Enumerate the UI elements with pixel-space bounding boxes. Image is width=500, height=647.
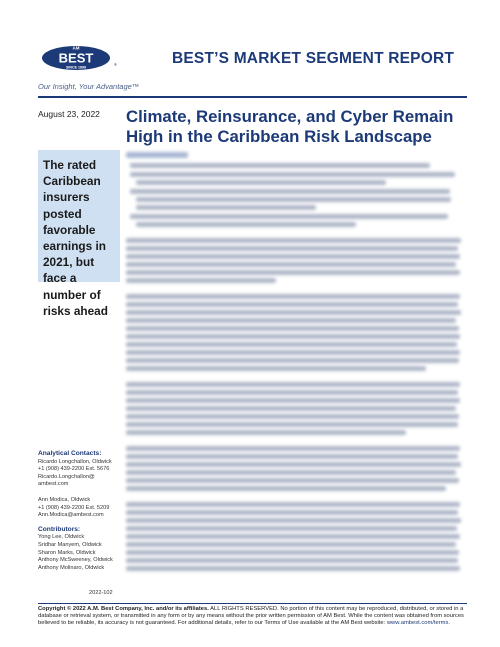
blurred-line <box>136 222 356 227</box>
blurred-line <box>126 382 460 387</box>
document-id: 2022-102 <box>89 590 113 596</box>
am-best-logo <box>38 44 124 74</box>
blurred-line <box>126 350 460 355</box>
contact-email-cont[interactable]: ambest.com <box>38 481 69 488</box>
blurred-line <box>126 366 426 371</box>
contact-email[interactable]: Ann.Modica@ambest.com <box>38 512 104 519</box>
analytical-contacts-heading: Analytical Contacts: <box>38 450 102 457</box>
publication-date: August 23, 2022 <box>38 109 100 119</box>
blurred-line <box>126 414 459 419</box>
blurred-subheading <box>126 152 188 158</box>
contact-phone: +1 (908) 439-2200 Ext. 5209 <box>38 504 110 511</box>
tagline: Our Insight, Your Advantage™ <box>38 82 140 91</box>
headline: Climate, Reinsurance, and Cyber Remain High in the Caribbean Risk Landscape <box>126 107 454 146</box>
svg-text:BEST: BEST <box>58 50 94 66</box>
report-title: BEST’S MARKET SEGMENT REPORT <box>172 50 455 67</box>
blurred-line <box>126 558 458 563</box>
blurred-line <box>126 278 276 283</box>
blurred-line <box>126 310 461 315</box>
footer-disclaimer: ALL RIGHTS RESERVED. No portion of this content may be reproduced, distributed, or stored in a database or retrieval system, or transmitted in any form or by any means without the prior written permission of AM Best. While the content was obtained from sources believed to be reliable, its accuracy is not guaranteed. For additional details, refer to our Terms of Use available at the AM Best website: <box>38 606 464 627</box>
copyright-footer <box>38 606 468 628</box>
blurred-line <box>126 502 460 507</box>
contact-name: Ann Modica, Oldwick <box>38 496 91 503</box>
svg-text:SINCE 1899: SINCE 1899 <box>66 65 86 70</box>
blurred-line <box>126 526 457 531</box>
blurred-line <box>126 294 460 299</box>
blurred-body-text <box>126 150 463 580</box>
footer-divider <box>38 603 467 604</box>
blurred-line <box>126 518 461 523</box>
terms-link[interactable]: www.ambest.com/terms. <box>386 620 451 627</box>
callout-text: The rated Caribbean insurers posted favorable earnings in 2021, but face a number of risks ahead <box>43 158 108 318</box>
blurred-line <box>126 246 458 251</box>
contributor: Anthony Molinaro, Oldwick <box>38 564 105 571</box>
header-divider <box>38 96 467 98</box>
blurred-line <box>130 189 450 194</box>
blurred-line <box>126 358 459 363</box>
blurred-line <box>126 406 456 411</box>
blurred-line <box>126 510 458 515</box>
copyright-line: Copyright © 2022 A.M. Best Company, Inc. and/or its affiliates. <box>38 606 209 612</box>
blurred-line <box>130 172 455 177</box>
blurred-line <box>126 262 456 267</box>
blurred-line <box>126 534 460 539</box>
contributor: Sharon Marks, Oldwick <box>38 549 96 556</box>
blurred-line <box>126 238 461 243</box>
blurred-line <box>126 318 456 323</box>
blurred-line <box>126 430 406 435</box>
svg-text:®: ® <box>114 62 117 67</box>
blurred-line <box>126 342 457 347</box>
blurred-line <box>126 550 459 555</box>
contact-email[interactable]: Ricardo.Longchallon@ <box>38 473 95 480</box>
blurred-line <box>136 180 386 185</box>
blurred-line <box>126 478 459 483</box>
blurred-line <box>126 326 459 331</box>
blurred-line <box>136 197 451 202</box>
blurred-line <box>130 163 430 168</box>
blurred-line <box>126 462 461 467</box>
svg-text:AM: AM <box>72 45 80 51</box>
blurred-line <box>126 302 458 307</box>
blurred-line <box>126 270 460 275</box>
analytical-contacts <box>38 450 128 572</box>
contributor: Sridhar Manyem, Oldwick <box>38 541 102 548</box>
contact-name: Ricardo Longchallon, Oldwick <box>38 458 112 465</box>
blurred-line <box>126 254 460 259</box>
contributor: Anthony McSweeney, Oldwick <box>38 557 113 564</box>
blurred-line <box>126 470 456 475</box>
blurred-line <box>126 542 456 547</box>
blurred-line <box>126 334 460 339</box>
blurred-line <box>136 205 316 210</box>
blurred-line <box>126 566 460 571</box>
contributor: Yong Lee, Oldwick <box>38 534 85 541</box>
contact-phone: +1 (908) 439-2200 Ext. 5676 <box>38 466 110 473</box>
blurred-line <box>126 446 460 451</box>
blurred-line <box>126 398 460 403</box>
blurred-line <box>126 454 458 459</box>
blurred-line <box>126 486 446 491</box>
contributors-heading: Contributors: <box>38 525 81 533</box>
blurred-line <box>130 214 448 219</box>
blurred-line <box>126 390 458 395</box>
blurred-line <box>126 422 458 427</box>
